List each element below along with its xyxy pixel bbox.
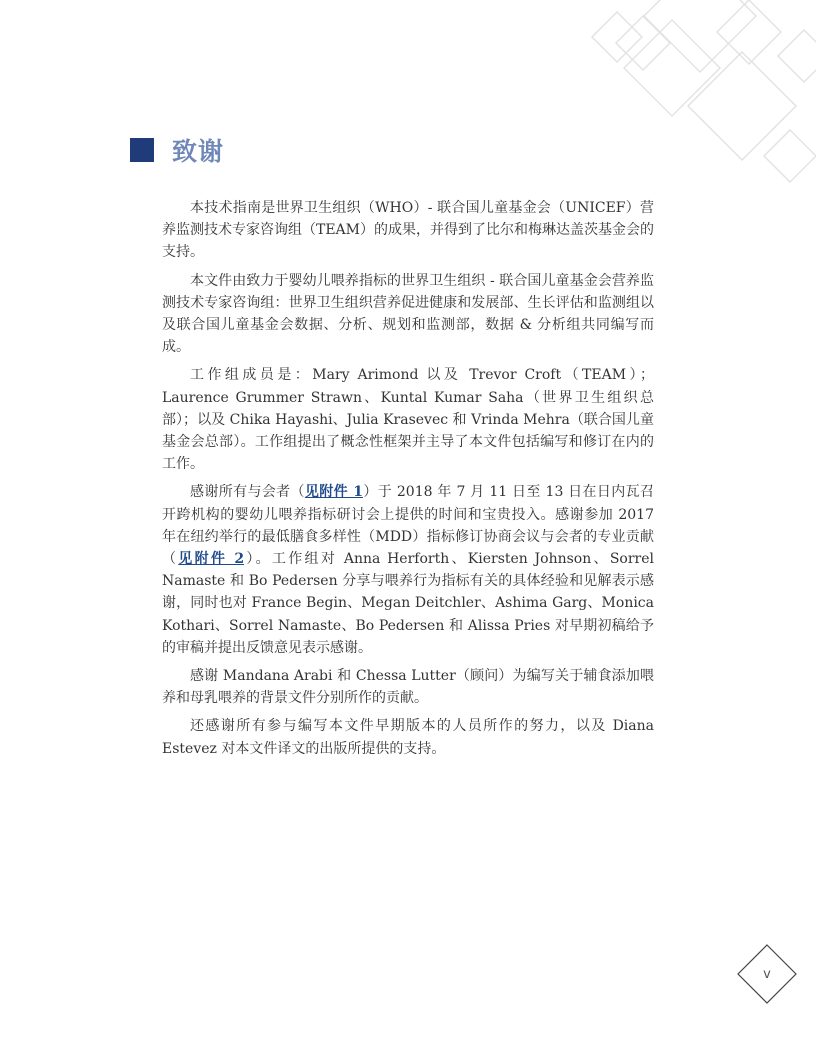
page-number: v — [763, 966, 771, 982]
paragraph — [162, 270, 654, 359]
deco-diamond — [644, 0, 756, 72]
paragraph-text: 感谢 Mandana Arabi 和 Chessa Lutter（顾问）为编写关于辅食添加喂养和母乳喂养的背景文件分别所作的贡献。 — [162, 668, 654, 707]
paragraph — [162, 197, 654, 264]
deco-diamond — [764, 130, 816, 182]
heading-square-marker — [130, 138, 154, 162]
deco-diamond — [592, 12, 642, 62]
deco-diamond — [778, 30, 816, 82]
paragraph-text: ）。工作组对 Anna Herforth、Kiersten Johnson、Sorrel Namaste 和 Bo Pedersen 分享与喂养行为指标有关的具体经验和见解表示感谢，同时也对 France Begin、Megan Deitchler、Ashima Garg、Monica Kothari、Sorrel Namaste、Bo Pedersen 和 Alissa Pries 对早期初稿给予的审稿并提出反馈意见表示感谢。 — [162, 551, 655, 656]
paragraph-text: 感谢所有与会者（ — [190, 484, 305, 501]
paragraph-text: 工作组成员是：Mary Arimond 以及 Trevor Croft（TEAM）；Laurence Grummer Strawn、Kuntal Kumar Saha（世界卫生组织总部）；以及 Chika Hayashi、Julia Krasevec 和 Vrinda Mehra（联合国儿童基金会总部）。工作组提出了概念性框架并主导了本文件包括编写和修订在内的工作。 — [162, 367, 654, 473]
paragraph — [162, 665, 654, 709]
paragraph — [162, 481, 654, 659]
page-title: 致谢 — [172, 137, 225, 166]
deco-diamond — [688, 52, 796, 160]
paragraph-text: 本文件由致力于婴幼儿喂养指标的世界卫生组织 - 联合国儿童基金会营养监测技术专家咨询组：世界卫生组织营养促进健康和发展部、生长评估和监测组以及联合国儿童基金会数据、分析、规划和监测部，数据 & 分析组共同编写而成。 — [162, 272, 654, 356]
paragraph — [162, 715, 654, 759]
annex-link[interactable]: 见附件 2 — [178, 551, 245, 568]
section-heading — [130, 132, 224, 168]
annex-link[interactable]: 见附件 1 — [304, 484, 363, 501]
paragraph-text: 还感谢所有参与编写本文件早期版本的人员所作的努力，以及 Diana Estevez 对本文件译文的出版所提供的支持。 — [162, 718, 654, 757]
deco-diamond — [717, 0, 781, 64]
deco-diamond — [616, 16, 670, 70]
acknowledgements-body — [162, 197, 654, 766]
paragraph — [162, 364, 654, 475]
deco-diamond — [624, 20, 720, 116]
paragraph-text: ）于 2018 年 7 月 11 日至 13 日在日内瓦召开跨机构的婴幼儿喂养指标研讨会上提供的时间和宝贵投入。感谢参加 2017 年在纽约举行的最低膳食多样性（MDD）指标修订协商会议与会者的专业贡献（ — [162, 484, 654, 568]
paragraph-text: 本技术指南是世界卫生组织（WHO）- 联合国儿童基金会（UNICEF）营养监测技术专家咨询组（TEAM）的成果，并得到了比尔和梅琳达盖茨基金会的支持。 — [162, 200, 655, 261]
